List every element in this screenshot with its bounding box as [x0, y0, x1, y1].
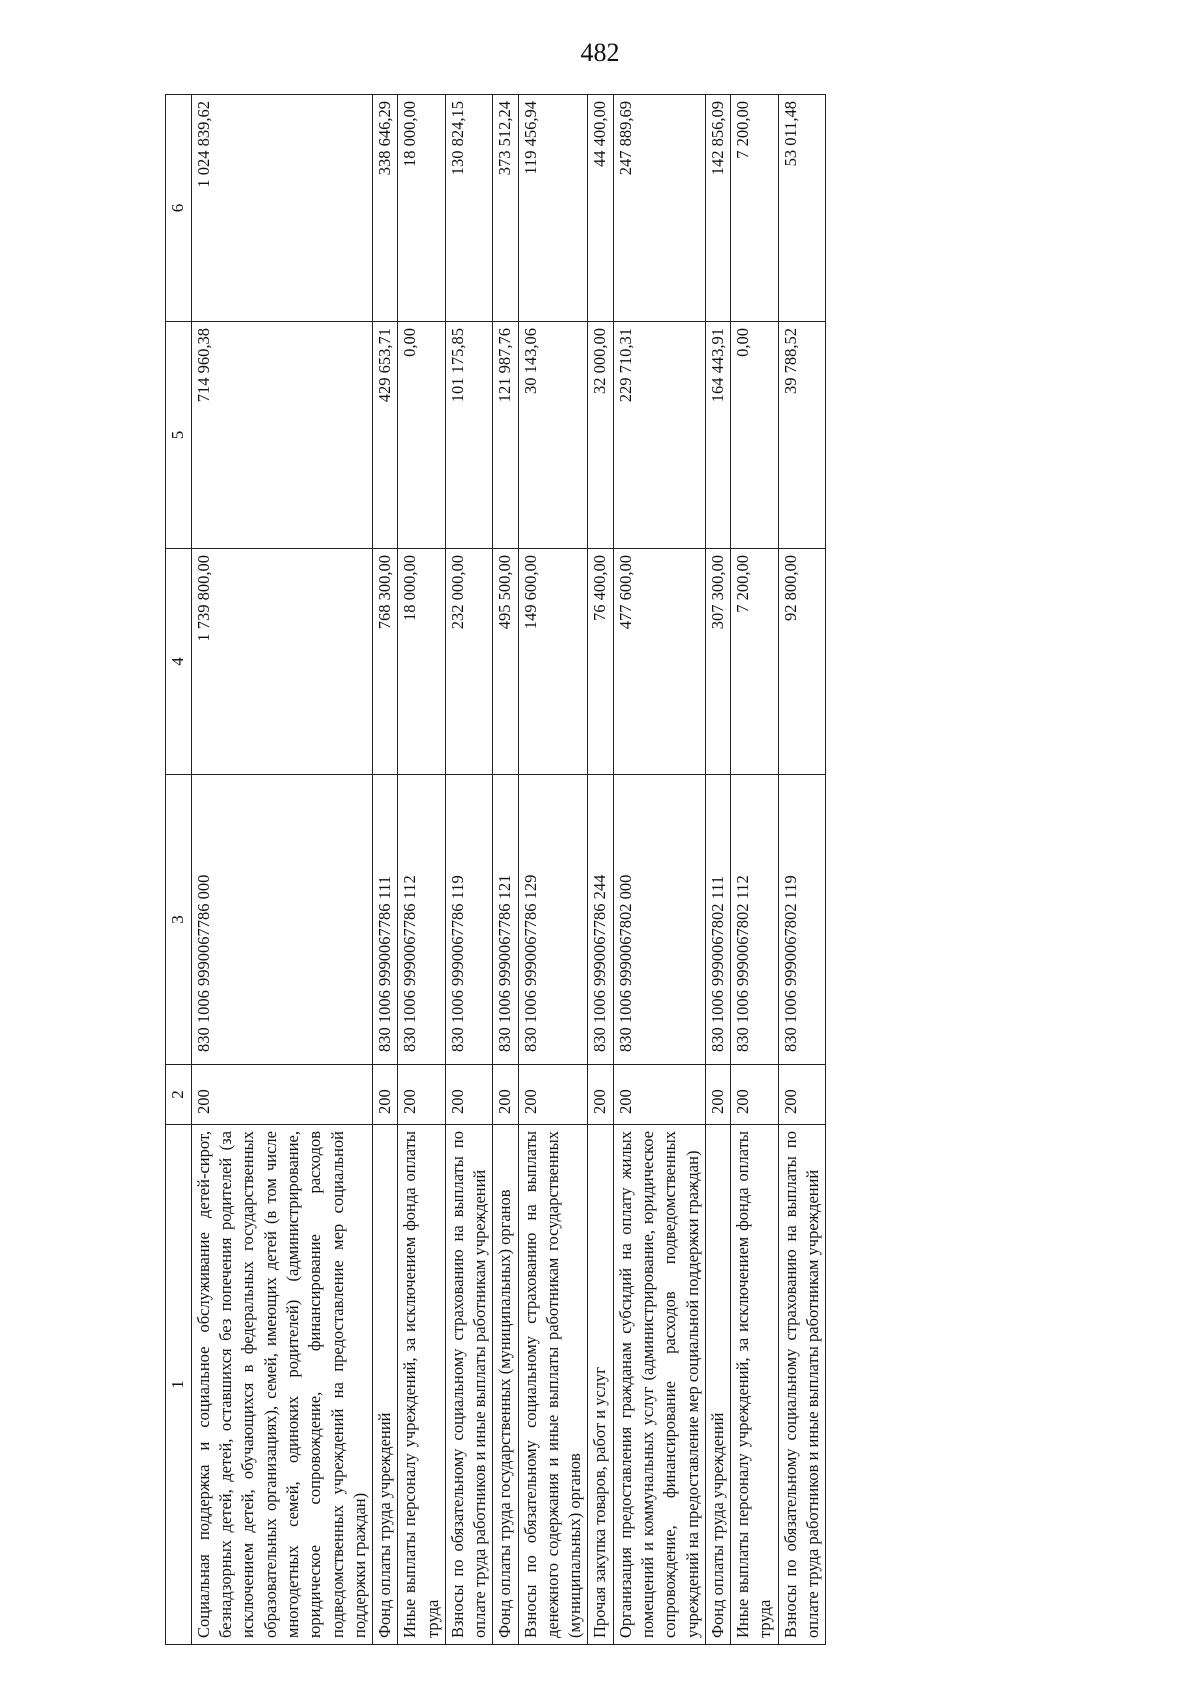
- row-value-col4: 92 800,00: [778, 549, 826, 775]
- row-value-col6: 18 000,00: [398, 95, 446, 322]
- row-budget-code: 830 1006 9990067802 112: [731, 775, 779, 1065]
- row-value-col5: 164 443,91: [705, 322, 730, 549]
- row-description: Фонд оплаты труда учреждений: [705, 1125, 730, 1645]
- row-code-col2: 200: [518, 1065, 588, 1125]
- row-value-col6: 338 646,29: [373, 95, 398, 322]
- row-value-col5: 0,00: [731, 322, 779, 549]
- row-code-col2: 200: [731, 1065, 779, 1125]
- row-budget-code: 830 1006 9990067786 129: [518, 775, 588, 1065]
- budget-table: [165, 94, 826, 1645]
- header-col-6: 6: [166, 95, 192, 322]
- row-value-col6: 7 200,00: [731, 95, 779, 322]
- row-budget-code: 830 1006 9990067802 000: [613, 775, 705, 1065]
- row-value-col5: 39 788,52: [778, 322, 826, 549]
- row-value-col5: 101 175,85: [445, 322, 493, 549]
- header-col-5: 5: [166, 322, 192, 549]
- row-budget-code: 830 1006 9990067786 244: [588, 775, 613, 1065]
- page-number: 482: [580, 38, 620, 67]
- header-col-2: 2: [166, 1065, 192, 1125]
- table-row: [493, 95, 518, 1645]
- row-value-col6: 373 512,24: [493, 95, 518, 322]
- row-code-col2: 200: [705, 1065, 730, 1125]
- row-value-col6: 119 456,94: [518, 95, 588, 322]
- table-row: [588, 95, 613, 1645]
- row-budget-code: 830 1006 9990067786 112: [398, 775, 446, 1065]
- row-value-col6: 247 889,69: [613, 95, 705, 322]
- row-description: Социальная поддержка и социальное обслуживание детей-сирот, безнадзорных детей, детей, оставшихся без попечения родителей (за исключением детей, обучающихся в федеральных государственных образовательных организациях), семей, имеющих детей (в том числе многодетных семей, одиноких родителей) (администрирование, юридическое сопровождение, финансирование расходов подведомственных учреждений на предоставление мер социальной поддержки граждан): [191, 1125, 372, 1645]
- row-budget-code: 830 1006 9990067802 119: [778, 775, 826, 1065]
- table-row: [731, 95, 779, 1645]
- row-code-col2: 200: [493, 1065, 518, 1125]
- row-value-col6: 142 856,09: [705, 95, 730, 322]
- row-value-col4: 18 000,00: [398, 549, 446, 775]
- row-code-col2: 200: [398, 1065, 446, 1125]
- row-budget-code: 830 1006 9990067786 121: [493, 775, 518, 1065]
- row-budget-code: 830 1006 9990067786 111: [373, 775, 398, 1065]
- row-value-col5: 229 710,31: [613, 322, 705, 549]
- row-value-col5: 429 653,71: [373, 322, 398, 549]
- row-code-col2: 200: [778, 1065, 826, 1125]
- header-col-3: 3: [166, 775, 192, 1065]
- row-value-col4: 76 400,00: [588, 549, 613, 775]
- row-value-col4: 768 300,00: [373, 549, 398, 775]
- row-code-col2: 200: [191, 1065, 372, 1125]
- row-value-col4: 307 300,00: [705, 549, 730, 775]
- header-col-4: 4: [166, 549, 192, 775]
- row-budget-code: 830 1006 9990067786 119: [445, 775, 493, 1065]
- row-value-col5: 121 987,76: [493, 322, 518, 549]
- row-budget-code: 830 1006 9990067802 111: [705, 775, 730, 1065]
- row-value-col5: 32 000,00: [588, 322, 613, 549]
- table-row: [613, 95, 705, 1645]
- table-row: [398, 95, 446, 1645]
- row-code-col2: 200: [445, 1065, 493, 1125]
- row-value-col5: 0,00: [398, 322, 446, 549]
- row-value-col4: 232 000,00: [445, 549, 493, 775]
- row-value-col5: 714 960,38: [191, 322, 372, 549]
- row-value-col6: 53 011,48: [778, 95, 826, 322]
- row-value-col4: 495 500,00: [493, 549, 518, 775]
- table-row: [191, 95, 372, 1645]
- header-col-1: 1: [166, 1125, 192, 1645]
- table-row: [445, 95, 493, 1645]
- row-value-col4: 477 600,00: [613, 549, 705, 775]
- table-row: [373, 95, 398, 1645]
- row-value-col4: 1 739 800,00: [191, 549, 372, 775]
- row-description: Взносы по обязательному социальному страхованию на выплаты по оплате труда работников и иные выплаты работникам учреждений: [778, 1125, 826, 1645]
- rotated-table-container: [165, 95, 1135, 1645]
- table-header-row: [166, 95, 192, 1645]
- row-description: Иные выплаты персоналу учреждений, за исключением фонда оплаты труда: [731, 1125, 779, 1645]
- row-budget-code: 830 1006 9990067786 000: [191, 775, 372, 1065]
- row-value-col4: 7 200,00: [731, 549, 779, 775]
- row-value-col4: 149 600,00: [518, 549, 588, 775]
- table-row: [705, 95, 730, 1645]
- row-code-col2: 200: [613, 1065, 705, 1125]
- row-description: Фонд оплаты труда учреждений: [373, 1125, 398, 1645]
- row-value-col6: 130 824,15: [445, 95, 493, 322]
- row-description: Взносы по обязательному социальному страхованию на выплаты денежного содержания и иные выплаты работникам государственных (муниципальных) органов: [518, 1125, 588, 1645]
- table-row: [518, 95, 588, 1645]
- row-description: Взносы по обязательному социальному страхованию на выплаты по оплате труда работников и иные выплаты работникам учреждений: [445, 1125, 493, 1645]
- row-value-col6: 1 024 839,62: [191, 95, 372, 322]
- row-description: Фонд оплаты труда государственных (муниципальных) органов: [493, 1125, 518, 1645]
- row-value-col6: 44 400,00: [588, 95, 613, 322]
- row-value-col5: 30 143,06: [518, 322, 588, 549]
- table-row: [778, 95, 826, 1645]
- row-description: Прочая закупка товаров, работ и услуг: [588, 1125, 613, 1645]
- row-description: Организация предоставления гражданам субсидий на оплату жилых помещений и коммунальных услуг (администрирование, юридическое сопровождение, финансирование расходов подведомственных учреждений на предоставление мер социальной поддержки граждан): [613, 1125, 705, 1645]
- row-description: Иные выплаты персоналу учреждений, за исключением фонда оплаты труда: [398, 1125, 446, 1645]
- table-region: [165, 95, 1135, 1645]
- row-code-col2: 200: [588, 1065, 613, 1125]
- row-code-col2: 200: [373, 1065, 398, 1125]
